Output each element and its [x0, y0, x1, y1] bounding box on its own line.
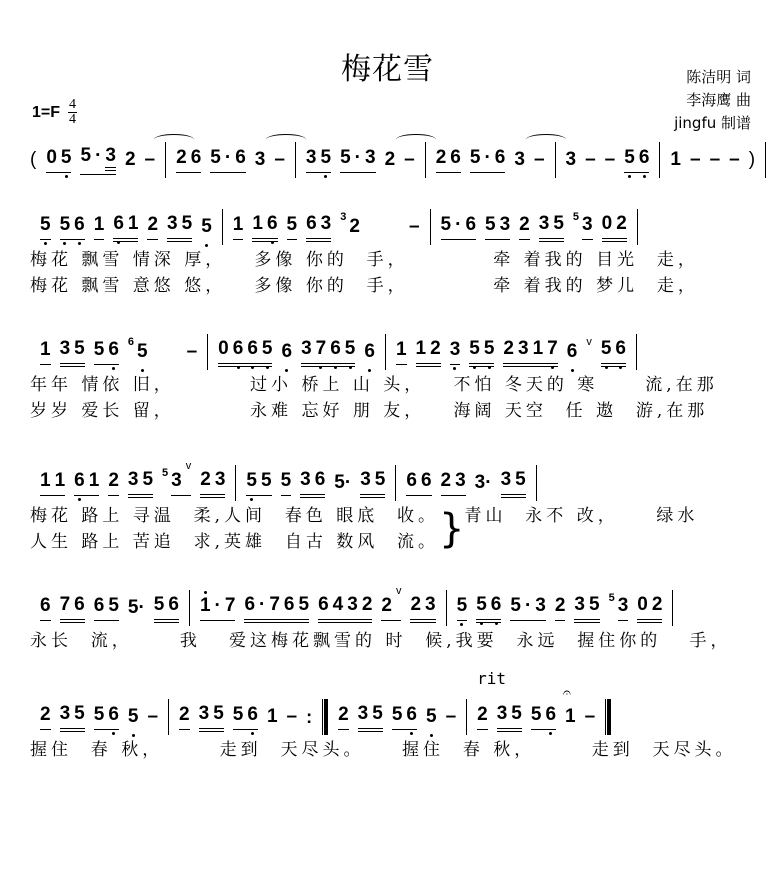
- notes-row: [30, 332, 750, 372]
- notes-row: [30, 460, 750, 503]
- credits: [674, 66, 751, 135]
- lyric-brace: }: [439, 506, 465, 552]
- notes-row: ( 0 5 5 · 3 2 – 2 6 5 · 6 3 – 3 5 5 · 3 2 – 2 6 5 · 6 3 – 3 – – 5 6 1 – – – ): [30, 140, 750, 180]
- system-verse-1: [30, 207, 750, 299]
- measure: 1 – – – ): [670, 149, 756, 170]
- system-intro: [30, 140, 756, 180]
- chorus-lyric: 青山 永不 改， 绿水: [464, 506, 699, 526]
- measure: 3 – – 5 6: [556, 140, 660, 180]
- repeat-sign: :: [306, 706, 313, 727]
- measure: rit 2 3 5 5 6 1 𝄐 –: [467, 697, 605, 737]
- lyric-line-2: 人生 路上 苦追 求,英雄 自古 数风 流。: [30, 532, 440, 552]
- lyric-line-1: 梅花 飘雪 情深 厚， 多像 你的 手， 牵 着我的 目光 走，: [30, 250, 699, 270]
- time-signature: [68, 98, 77, 127]
- measure: 5 · 6 5 3 2 3 5 5 3 0 2: [431, 207, 637, 247]
- time-denominator: 4: [69, 112, 77, 127]
- lyric-line-2: 梅花 飘雪 意悠 悠， 多像 你的 手， 牵 着我的 梦儿 走，: [30, 276, 699, 296]
- system-verse-3: [30, 460, 750, 555]
- measure: 6 7 6 6 5 5· 5 6: [30, 588, 189, 628]
- lyric-line-1: 年年 情依 旧， 过小 桥上 山 头， 不怕 冬天的 寒 流,在那: [30, 375, 718, 395]
- measure: 1 1 6 5 6 3 3 2 –: [223, 207, 430, 247]
- measure: 2 6 5 · 6 3 –: [166, 140, 295, 180]
- composer-credit: 李海鹰 曲: [686, 91, 751, 109]
- measure: 2 3 5 5 6 5 –: [328, 697, 466, 737]
- measure: 2 6 5 · 6 3 –: [426, 140, 555, 180]
- system-verse-2: [30, 332, 750, 424]
- measure: 1 · 7 6 · 7 6 5 6 4 3 2 2 v 2 3: [190, 588, 446, 628]
- measure: 2 3 5 5 6 1 – :: [169, 697, 322, 737]
- song-title: 梅花雪: [341, 52, 434, 87]
- measure: 6 6 2 3 3· 3 5: [396, 463, 535, 503]
- measure: 5 5 6 5 · 3 2 3 5 5 3 0 2: [447, 588, 673, 628]
- measure: 0 5 5 · 3 2 –: [36, 140, 165, 180]
- lyric-line-1: 梅花 路上 寻温 柔,人间 春色 眼底 收。: [30, 506, 440, 526]
- lyric-line-1: 握住 春 秋， 走到 天尽头。 握住 春 秋， 走到 天尽头。: [30, 740, 737, 760]
- measure: 5 5 5 3 6 5· 3 5: [236, 463, 395, 503]
- key-label: 1=F: [32, 103, 61, 121]
- measure: 1 3 5 5 6 6 5 –: [30, 332, 207, 372]
- measure: 5 5 6 1 6 1 2 3 5 5: [30, 207, 222, 247]
- lyric-line-1: 永长 流， 我 爱这梅花飘雪的 时 候,我要 永远 握住你的 手，: [30, 631, 732, 651]
- measure: 2 3 5 5 6 5 –: [30, 697, 168, 737]
- time-numerator: 4: [69, 97, 77, 112]
- final-barline: [605, 699, 611, 735]
- notes-row: [30, 669, 750, 737]
- system-chorus: [30, 585, 750, 654]
- measure: 1 1 2 3 5 5 2 3 1 7 6 v 5 6: [386, 332, 636, 372]
- lyricist-credit: 陈洁明 词: [686, 68, 751, 86]
- notes-row: [30, 207, 750, 247]
- key-signature: [32, 98, 77, 127]
- transcriber-credit: jingfu 制谱: [674, 114, 751, 132]
- tempo-marking: rit: [477, 669, 507, 688]
- system-ending: [30, 669, 750, 763]
- notes-row: [30, 585, 750, 628]
- lyric-line-2: 岁岁 爱长 留， 永难 忘好 朋 友， 海阔 天空 任 遨 游,在那: [30, 401, 709, 421]
- measure: 0 6 6 5 6 3 7 6 5 6: [208, 332, 385, 372]
- fermata-icon: 𝄐: [563, 684, 571, 700]
- measure: 3 5 5 · 3 2 –: [296, 140, 425, 180]
- measure: 1 1 6 1 2 3 5 5 3 v 2 3: [30, 463, 235, 503]
